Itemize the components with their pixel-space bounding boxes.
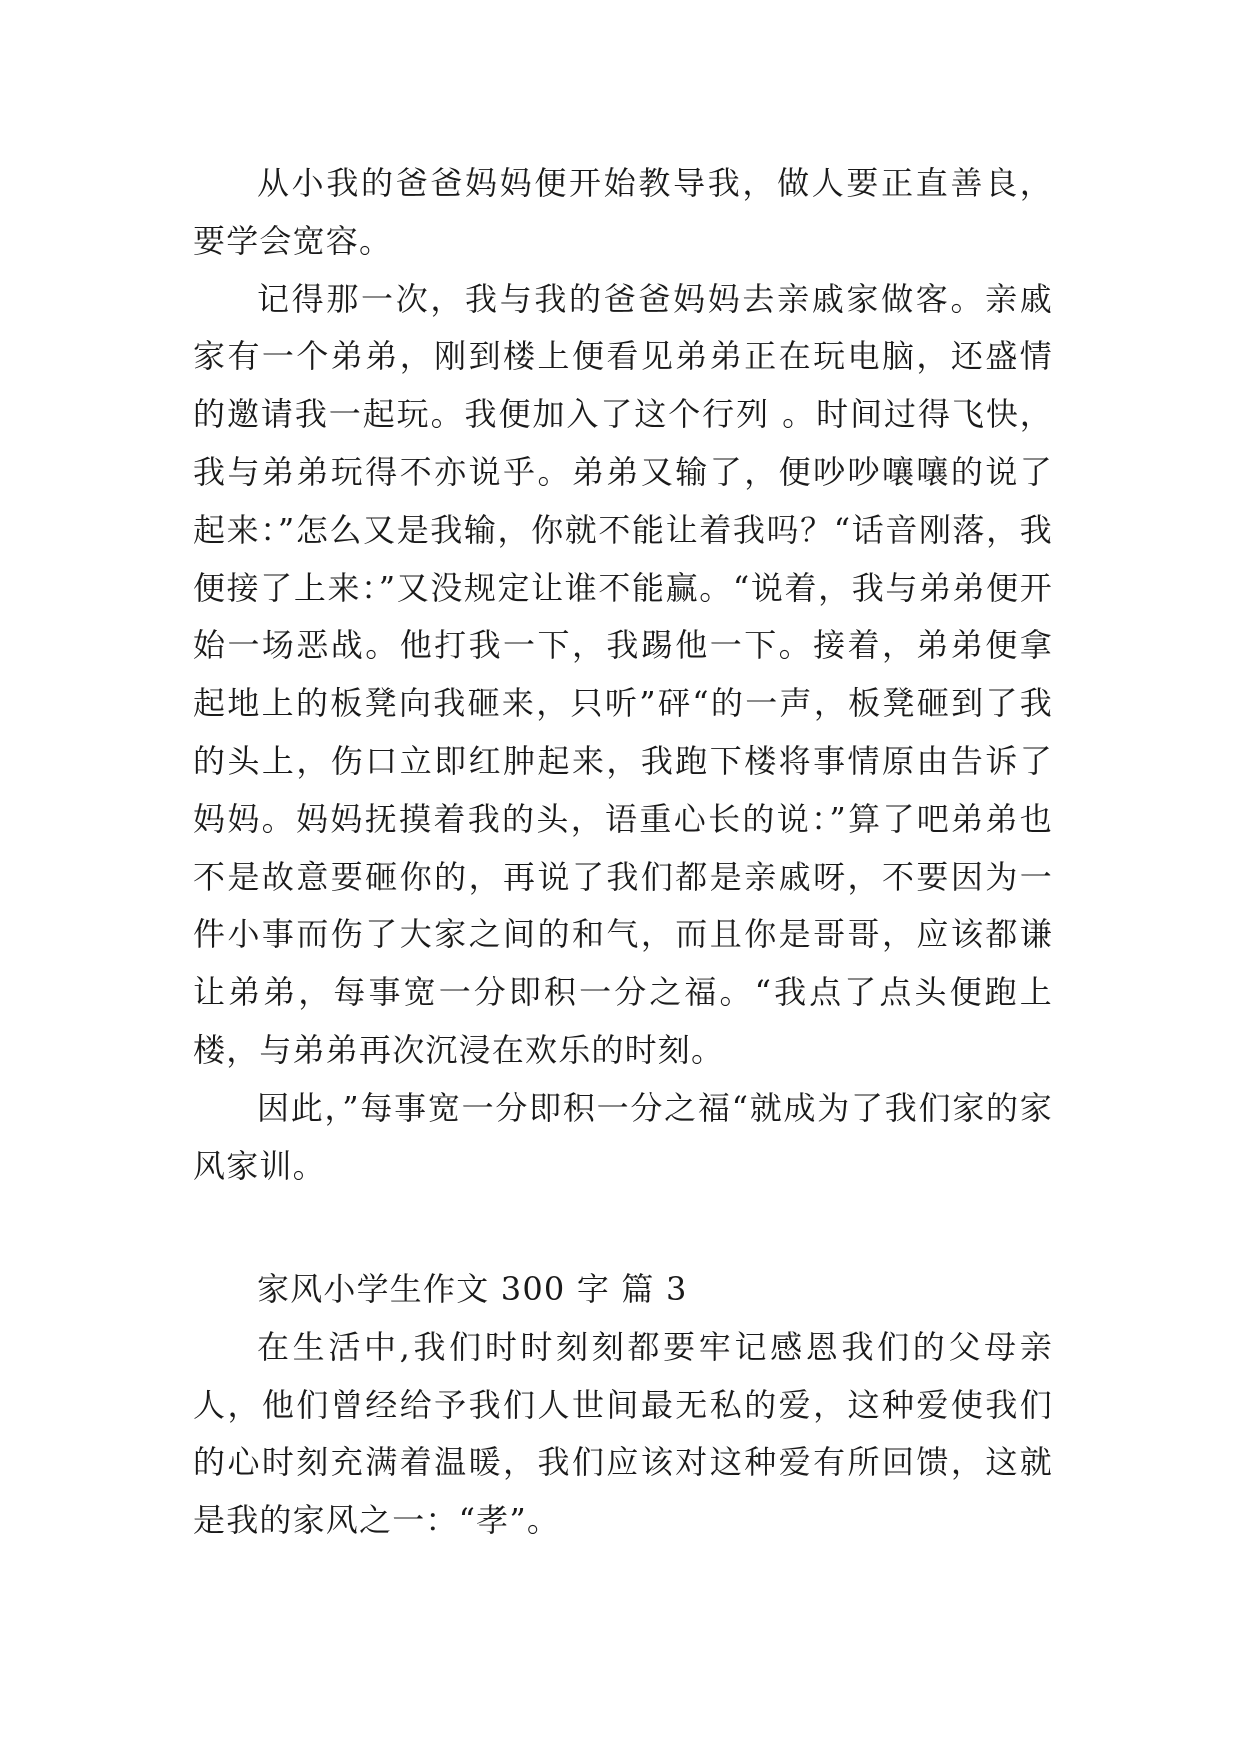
paragraph-story: 记得那一次，我与我的爸爸妈妈去亲戚家做客。亲戚家有一个弟弟，刚到楼上便看见弟弟正在玩电脑，还盛情的邀请我一起玩。我便加入了这个行列 。时间过得飞快，我与弟弟玩得不亦说乎。弟弟又输了，便吵吵嚷嚷的说了起来：”怎么又是我输，你就不能让着我吗？“话音刚落，我便接了上来：”又没规定让谁不能赢。“说着，我与弟弟便开始一场恶战。他打我一下，我踢他一下。接着，弟弟便拿起地上的板凳向我砸来，只听”砰“的一声，板凳砸到了我的头上，伤口立即红肿起来，我跑下楼将事情原由告诉了妈妈。妈妈抚摸着我的头，语重心长的说：”算了吧弟弟也不是故意要砸你的，再说了我们都是亲戚呀，不要因为一件小事而伤了大家之间的和气，而且你是哥哥，应该都谦让弟弟，每事宽一分即积一分之福。“我点了点头便跑上楼，与弟弟再次沉浸在欢乐的时刻。 — [193, 279, 1053, 1069]
essay-heading: 家风小学生作文 300 字 篇 3 — [257, 1270, 688, 1308]
paragraph-conclusion: 因此，”每事宽一分即积一分之福“就成为了我们家的家风家训。 — [193, 1088, 1053, 1185]
essay-section-2 — [193, 155, 1053, 1195]
paragraph-filial-piety: 在生活中,我们时时刻刻都要牢记感恩我们的父母亲人，他们曾经给予我们人世间最无私的爱，这种爱使我们的心时刻充满着温暖，我们应该对这种爱有所回馈，这就是我的家风之一：“孝”。 — [193, 1327, 1053, 1540]
essay-section-3 — [193, 1261, 1053, 1550]
paragraph-intro: 从小我的爸爸妈妈便开始教导我，做人要正直善良，要学会宽容。 — [193, 164, 1053, 260]
